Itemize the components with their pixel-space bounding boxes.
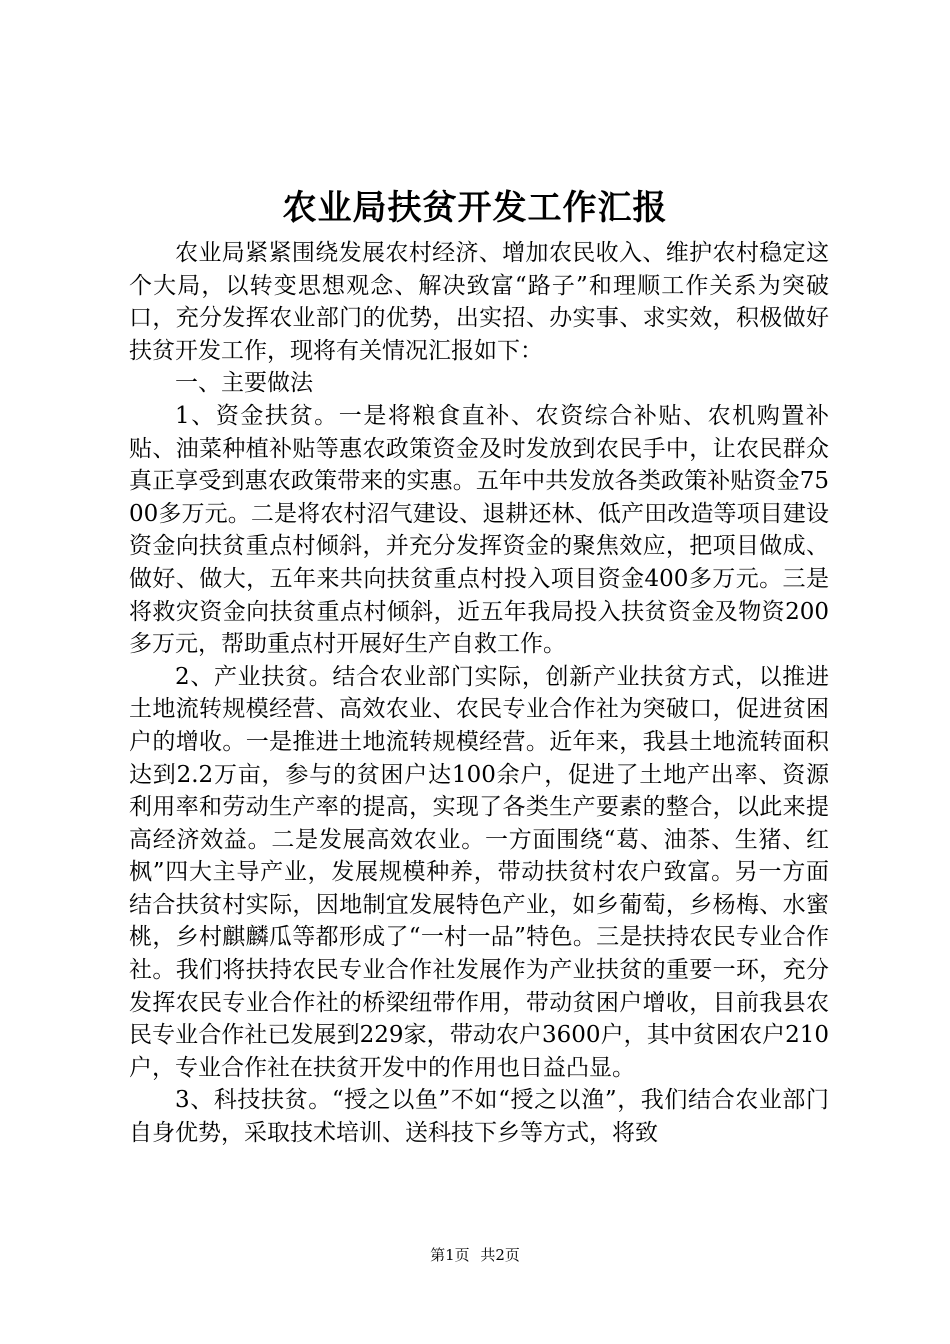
section-heading-main-practices: 一、主要做法 — [175, 370, 313, 397]
paragraph-funding-poverty-relief: 1、资金扶贫。一是将粮食直补、农资综合补贴、农机购置补贴、油菜种植补贴等惠农政策资金及时发放到农民手中，让农民群众真正享受到惠农政策带来的实惠。五年中共发放各类政策补贴资金7500多万元。二是将农村沼气建设、退耕还林、低产田改造等项目建设资金向扶贫重点村倾斜，并充分发挥资金的聚焦效应，把项目做成、做好、做大，五年来共向扶贫重点村投入项目资金400多万元。三是将救灾资金向扶贫重点村倾斜，近五年我局投入扶贫资金及物资200多万元，帮助重点村开展好生产自救工作。 — [129, 402, 829, 658]
document-body — [129, 237, 829, 1150]
page-number: 第1页 — [430, 1246, 470, 1264]
page-total: 共2页 — [480, 1246, 520, 1264]
page-footer — [0, 1244, 950, 1266]
paragraph-technology-poverty-relief: 3、科技扶贫。“授之以鱼”不如“授之以渔”，我们结合农业部门自身优势，采取技术培训、送科技下乡等方式，将致 — [129, 1087, 829, 1147]
document-title: 农业局扶贫开发工作汇报 — [282, 188, 668, 228]
paragraph-industry-poverty-relief: 2、产业扶贫。结合农业部门实际，创新产业扶贫方式，以推进土地流转规模经营、高效农业、农民专业合作社为突破口，促进贫困户的增收。一是推进土地流转规模经营。近年来，我县土地流转面积达到2.2万亩，参与的贫困户达100余户，促进了土地产出率、资源利用率和劳动生产率的提高，实现了各类生产要素的整合，以此来提高经济效益。二是发展高效农业。一方面围绕“葛、油茶、生猪、红枫”四大主导产业，发展规模种养，带动扶贫村农户致富。另一方面结合扶贫村实际，因地制宜发展特色产业，如乡葡萄，乡杨梅、水蜜桃，乡村麒麟瓜等都形成了“一村一品”特色。三是扶持农民专业合作社。我们将扶持农民专业合作社发展作为产业扶贫的重要一环，充分发挥农民专业合作社的桥梁纽带作用，带动贫困户增收，目前我县农民专业合作社已发展到229家，带动农户3600户，其中贫困农户210户，专业合作社在扶贫开发中的作用也日益凸显。 — [129, 663, 829, 1081]
paragraph-intro: 农业局紧紧围绕发展农村经济、增加农民收入、维护农村稳定这个大局，以转变思想观念、解决致富“路子”和理顺工作关系为突破口，充分发挥农业部门的优势，出实招、办实事、求实效，积极做好扶贫开发工作，现将有关情况汇报如下： — [129, 240, 829, 364]
